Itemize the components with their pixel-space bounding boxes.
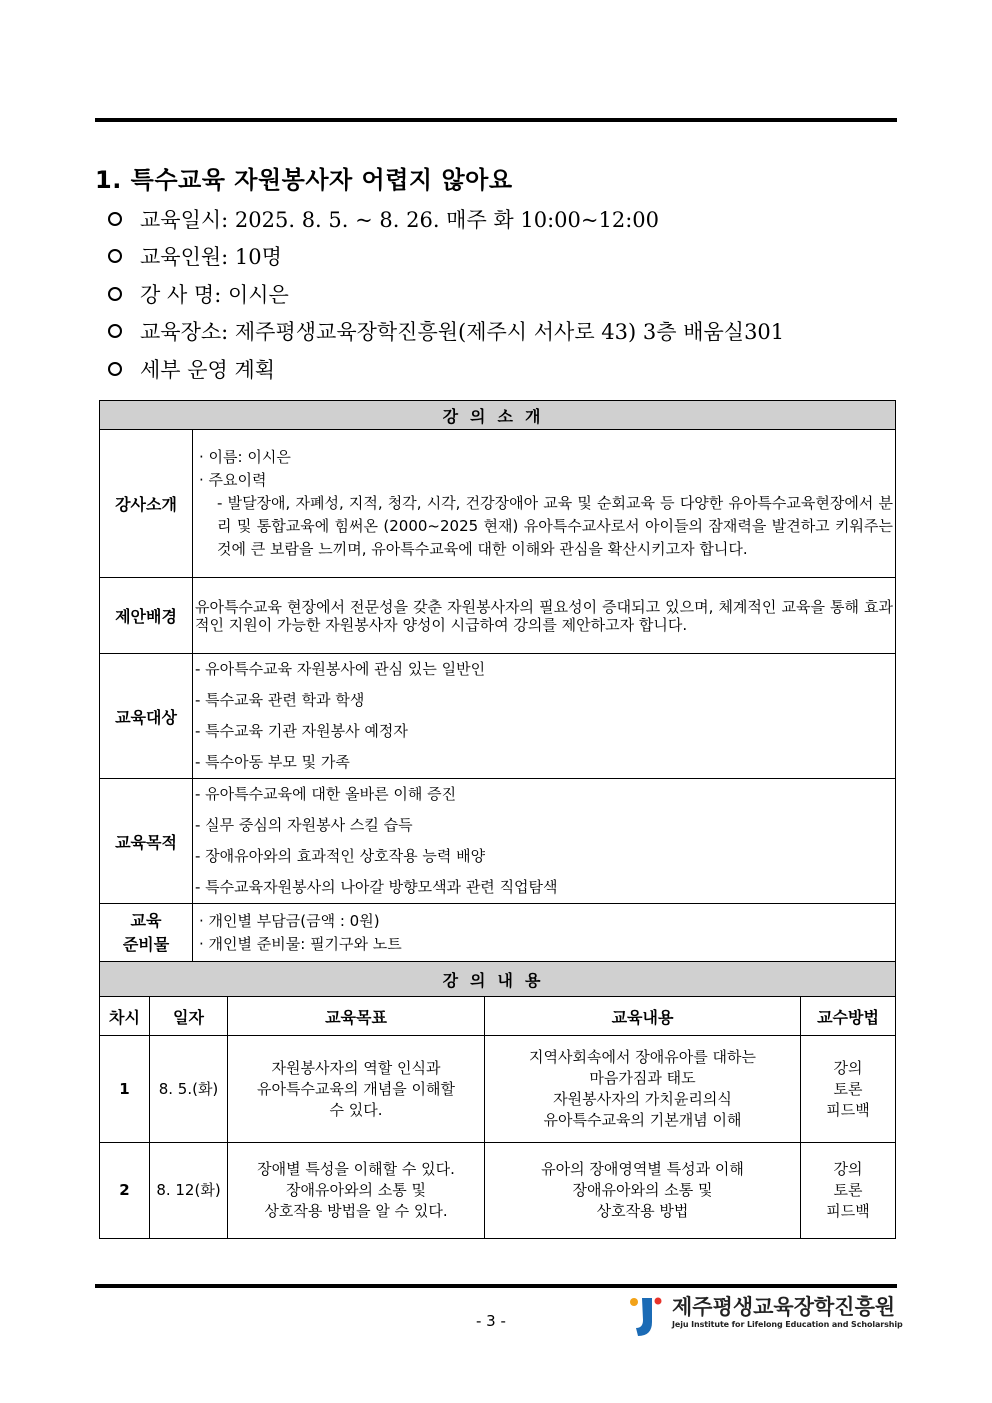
institute-name: 제주평생교육장학진흥원 <box>672 1295 896 1319</box>
materials-list <box>193 904 896 962</box>
instructor-cell <box>193 430 896 578</box>
institute-english-name: Jeju Institute for Lifelong Education and Scholarship <box>672 1320 903 1329</box>
session-method: 강의 토론 피드백 <box>801 1036 896 1143</box>
course-table <box>99 400 896 1239</box>
target-list <box>193 654 896 779</box>
list-item: - 유아특수교육 자원봉사에 관심 있는 일반인 <box>195 660 486 678</box>
session-date: 8. 5.(화) <box>150 1036 228 1143</box>
goals-list <box>193 779 896 904</box>
intro-header: 강의소개 <box>100 401 896 430</box>
table-row <box>100 1036 896 1143</box>
session-number: 2 <box>100 1143 150 1239</box>
circle-bullet-icon <box>108 287 122 301</box>
top-rule <box>95 118 897 122</box>
section-title: 1. 특수교육 자원봉사자 어렵지 않아요 <box>95 166 513 194</box>
materials-label: 교육 준비물 <box>100 904 193 962</box>
col-method: 교수방법 <box>801 997 896 1036</box>
career-label: · 주요이력 <box>199 471 267 489</box>
circle-bullet-icon <box>108 362 122 376</box>
info-item-date: 교육일시: 2025. 8. 5. ~ 8. 26. 매주 화 10:00~12:00 <box>108 200 784 238</box>
column-header-row <box>100 997 896 1036</box>
session-goal: 자원봉사자의 역할 인식과 유아특수교육의 개념을 이해할 수 있다. <box>228 1036 485 1143</box>
target-label: 교육대상 <box>100 654 193 779</box>
institute-logo <box>628 1294 903 1338</box>
session-method: 강의 토론 피드백 <box>801 1143 896 1239</box>
circle-bullet-icon <box>108 249 122 263</box>
info-item-plan: 세부 운영 계획 <box>108 350 784 388</box>
list-item: - 유아특수교육에 대한 올바른 이해 증진 <box>195 785 457 803</box>
info-list <box>108 200 784 388</box>
list-item: · 개인별 준비물: 필기구와 노트 <box>199 934 402 953</box>
list-item: - 특수교육 관련 학과 학생 <box>195 691 365 709</box>
session-number: 1 <box>100 1036 150 1143</box>
circle-bullet-icon <box>108 324 122 338</box>
session-content: 지역사회속에서 장애유아를 대하는 마음가짐과 태도 자원봉사자의 가치윤리의식 유아특수교육의 기본개념 이해 <box>485 1036 801 1143</box>
instructor-name: · 이름: 이시은 <box>199 448 291 466</box>
info-item-instructor: 강 사 명: 이시은 <box>108 275 784 313</box>
list-item: - 특수교육자원봉사의 나아갈 방향모색과 관련 직업탐색 <box>195 878 558 896</box>
bottom-rule <box>95 1284 897 1288</box>
list-item: - 특수아동 부모 및 가족 <box>195 753 350 771</box>
info-item-location: 교육장소: 제주평생교육장학진흥원(제주시 서사로 43) 3층 배움실301 <box>108 313 784 351</box>
session-date: 8. 12(화) <box>150 1143 228 1239</box>
career-text: - 발달장애, 자폐성, 지적, 청각, 시각, 건강장애아 교육 및 순회교육 등 다양한 유아특수교육현장에서 분리 및 통합교육에 힘써온 (2000~2025 현재) 유아특수교사로서 아이들의 잠재력을 발견하고 키워주는 것에 큰 보람을 느끼며, 유아특수교육에 대한 이해와 관심을 확산시키고자 합니다. <box>217 494 894 558</box>
col-date: 일자 <box>150 997 228 1036</box>
institute-emblem-icon <box>628 1294 664 1338</box>
content-header: 강의내용 <box>100 962 896 997</box>
page-number: - 3 - <box>476 1312 506 1330</box>
table-row <box>100 1143 896 1239</box>
circle-bullet-icon <box>108 212 122 226</box>
background-text: 유아특수교육 현장에서 전문성을 갖춘 자원봉사자의 필요성이 증대되고 있으며, 체계적인 교육을 통해 효과적인 지원이 가능한 자원봉사자 양성이 시급하여 강의를 제안하고자 합니다. <box>193 578 896 654</box>
list-item: - 실무 중심의 자원봉사 스킬 습득 <box>195 816 413 834</box>
col-goal: 교육목표 <box>228 997 485 1036</box>
session-goal: 장애별 특성을 이해할 수 있다. 장애유아와의 소통 및 상호작용 방법을 알 수 있다. <box>228 1143 485 1239</box>
background-label: 제안배경 <box>100 578 193 654</box>
info-item-capacity: 교육인원: 10명 <box>108 238 784 276</box>
list-item: - 특수교육 기관 자원봉사 예정자 <box>195 722 408 740</box>
col-session: 차시 <box>100 997 150 1036</box>
list-item: - 장애유아와의 효과적인 상호작용 능력 배양 <box>195 847 486 865</box>
instructor-label: 강사소개 <box>100 430 193 578</box>
session-content: 유아의 장애영역별 특성과 이해 장애유아와의 소통 및 상호작용 방법 <box>485 1143 801 1239</box>
list-item: · 개인별 부담금(금액 : 0원) <box>199 911 380 930</box>
goals-label: 교육목적 <box>100 779 193 904</box>
col-content: 교육내용 <box>485 997 801 1036</box>
